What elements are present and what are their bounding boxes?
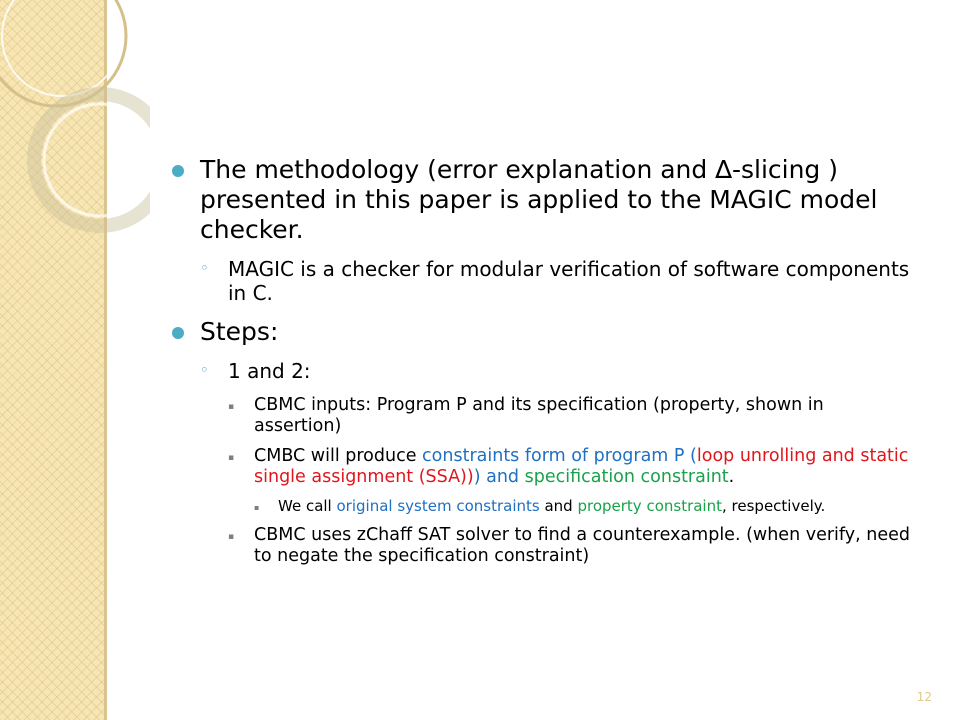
hollow-bullet-icon: ◦ [200, 259, 209, 277]
steps-heading: Steps: [200, 317, 279, 346]
square-bullet-icon: ▪ [254, 503, 260, 512]
produce-text-2: constraints form of program P ( [422, 446, 697, 466]
magic-description-text: MAGIC is a checker for modular verification of software components in C. [228, 257, 910, 305]
we-call-text-3: and [539, 497, 578, 515]
produce-text-3: loop unrolling and static single assignment (SSA) [254, 446, 909, 487]
produce-text-7: . [728, 467, 735, 487]
slide-content [172, 155, 912, 576]
we-call-text-4: property constraint [577, 497, 722, 515]
we-call-text-5: , respectively. [722, 497, 826, 515]
step-1-2-text: 1 and 2: [228, 359, 311, 383]
delta-symbol: ∆ [715, 155, 732, 184]
bullet-methodology [172, 155, 912, 245]
we-call-text-2: original system constraints [336, 497, 540, 515]
hollow-bullet-icon: ◦ [200, 361, 209, 379]
produce-text-4: ) [466, 467, 474, 487]
decorative-circles [0, 0, 150, 320]
zchaff-text: CBMC uses zChaff SAT solver to find a counterexample. (when verify, need to negate the specification constraint) [254, 525, 910, 566]
methodology-text-post: -slicing ) presented in this paper is applied to the MAGIC model checker. [200, 155, 878, 244]
bullet-dot-icon [172, 327, 184, 339]
methodology-text-pre: The methodology (error explanation and [200, 155, 716, 184]
page-number: 12 [916, 690, 932, 704]
produce-text-5: ) and [473, 467, 525, 487]
cbmc-inputs-text: CBMC inputs: Program P and its specification (property, shown in assertion) [254, 395, 824, 436]
bullet-cbmc-inputs [228, 395, 912, 437]
bullet-cmbc-produce [228, 446, 912, 488]
we-call-text-1: We call [278, 497, 337, 515]
produce-text-1: CMBC will produce [254, 446, 423, 466]
bullet-we-call [254, 497, 912, 516]
bullet-zchaff [228, 525, 912, 567]
square-bullet-icon: ▪ [228, 453, 235, 463]
square-bullet-icon: ▪ [228, 402, 235, 412]
bullet-step-1-2 [200, 359, 912, 383]
bullet-dot-icon [172, 165, 184, 177]
bullet-steps [172, 317, 912, 347]
produce-text-6: specification constraint [524, 467, 729, 487]
bullet-magic-description [200, 257, 912, 305]
square-bullet-icon: ▪ [228, 532, 235, 542]
